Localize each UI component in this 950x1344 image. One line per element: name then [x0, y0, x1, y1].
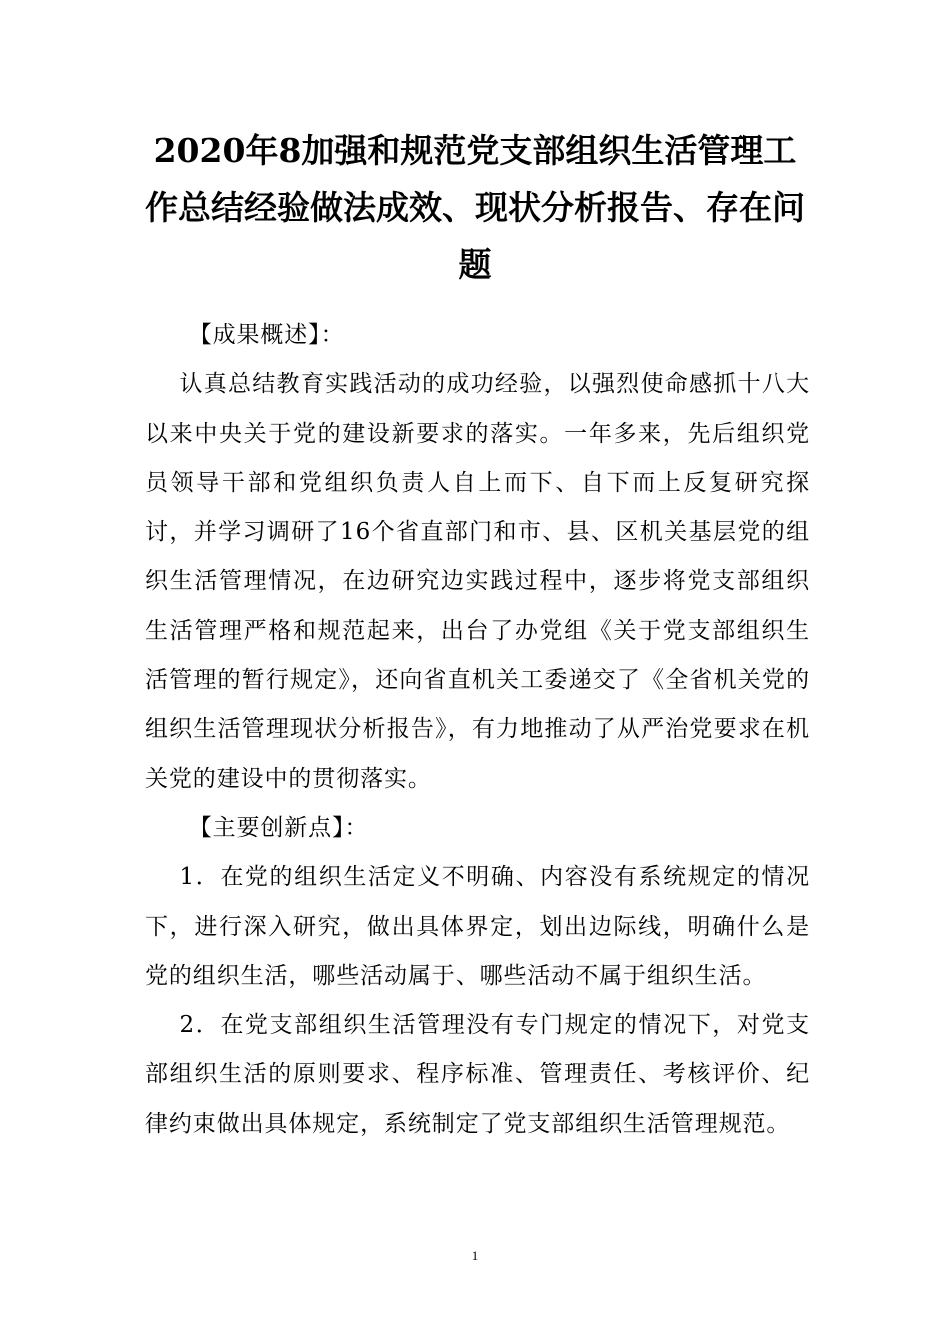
section-heading-summary: 【成果概述】： — [188, 322, 345, 348]
paragraph-innovation-2: 2．在党支部组织生活管理没有专门规定的情况下，对党支部组织生活的原则要求、程序标准、管理责任、考核评价、纪律约束做出具体规定，系统制定了党支部组织生活管理规范。 — [145, 1012, 810, 1137]
section-heading-innovations: 【主要创新点】： — [188, 814, 369, 841]
paragraph-summary: 认真总结教育实践活动的成功经验，以强烈使命感抓十八大以来中央关于党的建设新要求的落实。一年多来，先后组织党员领导干部和党组织负责人自上而下、自下而上反复研究探讨，并学习调研了16个省直部门和市、县、区机关基层党的组织生活管理情况，在边研究边实践过程中，逐步将党支部组织生活管理严格和规范起来，出台了办党组《关于党支部组织生活管理的暂行规定》，还向省直机关工委递交了《全省机关党的组织生活管理现状分析报告》，有力地推动了从严治党要求在机关党的建设中的贯彻落实。 — [145, 371, 810, 792]
paragraph-innovation-1: 1．在党的组织生活定义不明确、内容没有系统规定的情况下，进行深入研究，做出具体界定，划出边际线，明确什么是党的组织生活，哪些活动属于、哪些活动不属于组织生活。 — [145, 864, 810, 989]
document-title: 2020年8加强和规范党支部组织生活管理工作总结经验做法成效、现状分析报告、存在问题 — [145, 131, 805, 284]
document-body — [145, 311, 810, 1149]
page-number: 1 — [471, 1248, 479, 1263]
